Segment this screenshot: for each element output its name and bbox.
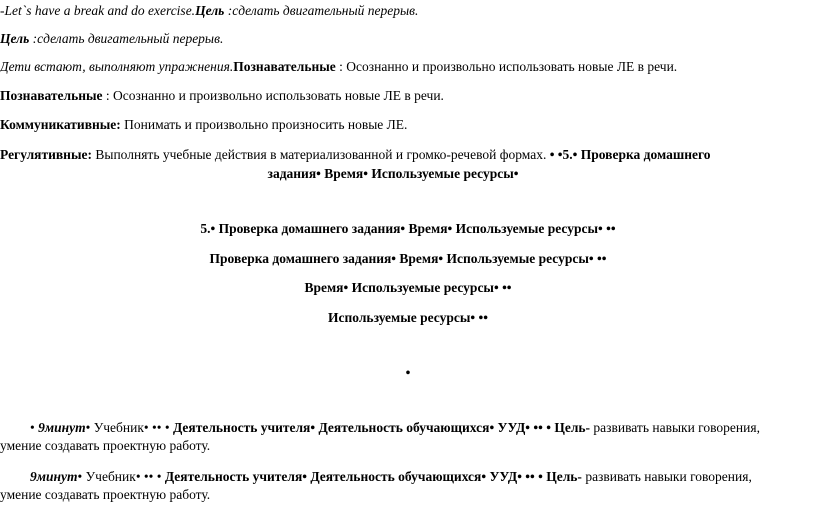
- line-2: [0, 30, 816, 48]
- line-7: задания• Время• Используемые ресурсы•: [267, 166, 519, 181]
- regulative-text: Выполнять учебные действия в материализованной и громко-речевой формах.: [92, 147, 550, 162]
- line-1: [0, 2, 816, 20]
- communicative-label: Коммуникативные:: [0, 117, 121, 132]
- cognitive-text: : Осознанно и произвольно использовать новые ЛЕ в речи.: [335, 59, 678, 74]
- line-9: Проверка домашнего задания• Время• Используемые ресурсы• ••: [209, 251, 607, 266]
- homework-check-heading: • •5.• Проверка домашнего: [549, 147, 711, 162]
- goal-text-2: :сделать двигательный перерыв.: [29, 31, 224, 46]
- activity-labels-1: Деятельность учителя• Деятельность обучающихся• УУД• •• • Цель-: [172, 420, 591, 435]
- activity-labels-2: Деятельность учителя• Деятельность обучающихся• УУД• •• • Цель-: [164, 469, 582, 484]
- goal-label: Цель: [195, 3, 225, 18]
- textbook-text-2: • Учебник• •• •: [77, 469, 165, 484]
- paragraph-1: [0, 419, 786, 455]
- line-4: [0, 87, 816, 105]
- line-8: 5.• Проверка домашнего задания• Время• Используемые ресурсы• ••: [200, 221, 616, 236]
- goal-label-2: Цель: [0, 31, 30, 46]
- time-label-2: 9минут: [30, 469, 78, 484]
- cognitive-text-2: : Осознанно и произвольно использовать новые ЛЕ в речи.: [102, 88, 444, 103]
- line-3: [0, 58, 816, 76]
- line-6: [0, 146, 816, 164]
- cognitive-label: Познавательные: [233, 59, 336, 74]
- goal-description-1: развивать навыки говорения, умение создавать проектную работу.: [0, 420, 760, 453]
- goal-text: :сделать двигательный перерыв.: [224, 3, 419, 18]
- cognitive-label-2: Познавательные: [0, 88, 103, 103]
- regulative-label: Регулятивные:: [0, 147, 92, 162]
- bullet-1: •: [30, 420, 39, 435]
- time-label-1: 9минут: [38, 420, 86, 435]
- line-10: Время• Используемые ресурсы• ••: [304, 280, 512, 295]
- children-exercise-text: Дети встают, выполняют упражнения.: [0, 59, 234, 74]
- bullet-mark: •: [405, 365, 411, 380]
- line-5: [0, 116, 816, 134]
- goal-description-2: развивать навыки говорения, умение создавать проектную работу.: [0, 469, 752, 502]
- textbook-text-1: • Учебник• •• •: [85, 420, 173, 435]
- exercise-text: -Let`s have a break and do exercise.: [0, 3, 196, 18]
- line-11: Используемые ресурсы• ••: [328, 310, 488, 325]
- paragraph-2: [0, 468, 786, 504]
- communicative-text: Понимать и произвольно произносить новые ЛЕ.: [120, 117, 408, 132]
